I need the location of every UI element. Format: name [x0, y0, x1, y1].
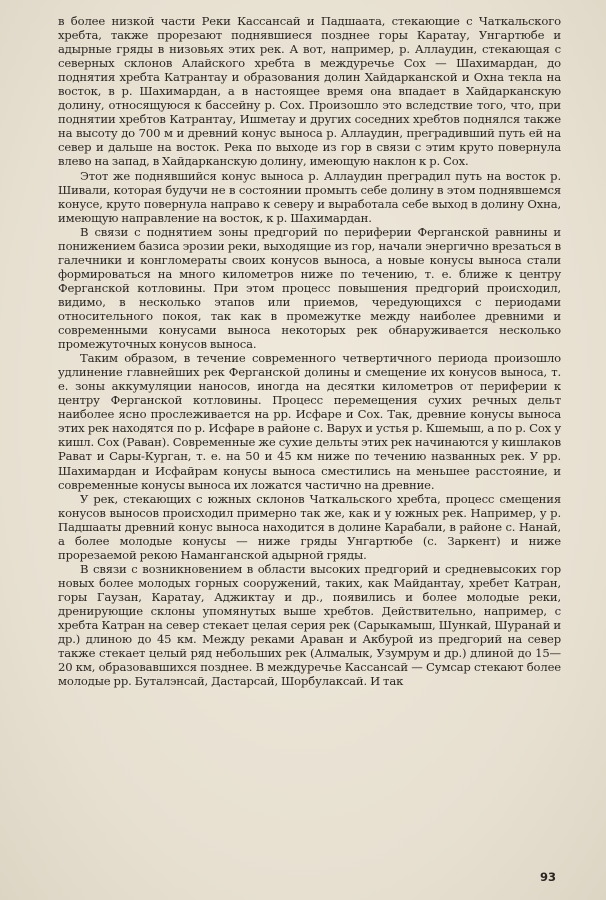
paragraph: Этот же поднявшийся конус выноса р. Аллаудин преградил путь на восток р. Шивали, которая будучи не в состоянии промыть себе долину в этом поднявшемся конусе, круто повернула направо к северу и выработала себе выход в долину Охна, имеющую направление на восток, к р. Шахимардан. [58, 168, 561, 225]
paragraph: в более низкой части Реки Кассансай и Падшаата, стекающие с Чаткальского хребта, также прорезают поднявшиеся позднее горы Каратау, Унгартюбе и адырные гряды в низовьях этих рек. А вот, например, р. Аллаудин, стекающая с северных склонов Алайского хребта в междуречье Сох — Шахимардан, до поднятия хребта Катрантау и образования долин Хайдарканской и Охна текла на восток, в р. Шахимардан, а в настоящее время она впадает в Хайдарканскую долину, относящуюся к бассейну р. Сох. Произошло это вследствие того, что, при поднятии хребтов Катрантау, Ишметау и других соседних хребтов поднялся также на высоту до 700 м и древний конус выноса р. Аллаудин, преградивший путь ей на север и дальше на восток. Река по выходе из гор в связи с этим круто повернула влево на запад, в Хайдарканскую долину, имеющую наклон к р. Сох. [58, 14, 561, 169]
body-text [58, 14, 561, 688]
paragraph: Таким образом, в течение современного четвертичного периода произошло удлинение главнейших рек Ферганской долины и смещение их конусов выноса, т. е. зоны аккумуляции наносов, иногда на десятки километров от периферии к центру Ферганской котловины. Процесс перемещения сухих речных дельт наиболее ясно прослеживается на рр. Исфаре и Сох. Так, древние конусы выноса этих рек находятся по р. Исфаре в районе с. Варух и устья р. Кшемыш, а по р. Сох у кишл. Сох (Раван). Современные же сухие дельты этих рек начинаются у кишлаков Рават и Сары-Курган, т. е. на 50 и 45 км ниже по течению названных рек. У рр. Шахимардан и Исфайрам конусы выноса сместились на меньшее расстояние, и современные конусы выноса их ложатся частично на древние. [58, 351, 561, 492]
paragraph: В связи с возникновением в области высоких предгорий и средневысоких гор новых более молодых горных сооружений, таких, как Майдантау, хребет Катран, горы Гаузан, Каратау, Аджиктау и др., появились и более молодые реки, дренирующие склоны упомянутых выше хребтов. Действительно, например, с хребта Катран на север стекает целая серия рек (Сарыкамыш, Шункай, Шуранай и др.) длиною до 45 км. Между реками Араван и Акбурой из предгорий на север также стекает целый ряд небольших рек (Алмалык, Узумрум и др.) длиной до 15—20 км, образовавшихся позднее. В междуречье Кассансай — Сумсар стекают более молодые рр. Буталэнсай, Дастарсай, Шорбулаксай. И так [58, 561, 561, 689]
paragraph: У рек, стекающих с южных склонов Чаткальского хребта, процесс смещения конусов выносов происходил примерно так же, как и у южных рек. Например, у р. Падшааты древний конус выноса находится в долине Карабали, в районе с. Нанай, а более молодые конусы — ниже гряды Унгартюбе (с. Заркент) и ниже прорезаемой рекою Наманганской адырной гряды. [58, 491, 561, 562]
paragraph: В связи с поднятием зоны предгорий по периферии Ферганской равнины и понижением базиса эрозии реки, выходящие из гор, начали энергично врезаться в галечники и конгломераты своих конусов выноса, а новые конусы выноса стали формироваться на много километров ниже по течению, т. е. ближе к центру Ферганской котловины. При этом процесс повышения предгорий происходил, видимо, в несколько этапов или приемов, чередующихся с периодами относительного покоя, так как в промежутке между наиболее древними и современными конусами выноса некоторых рек обнаруживается несколько промежуточных конусов выноса. [58, 224, 561, 352]
page-number: 93 [539, 870, 556, 884]
